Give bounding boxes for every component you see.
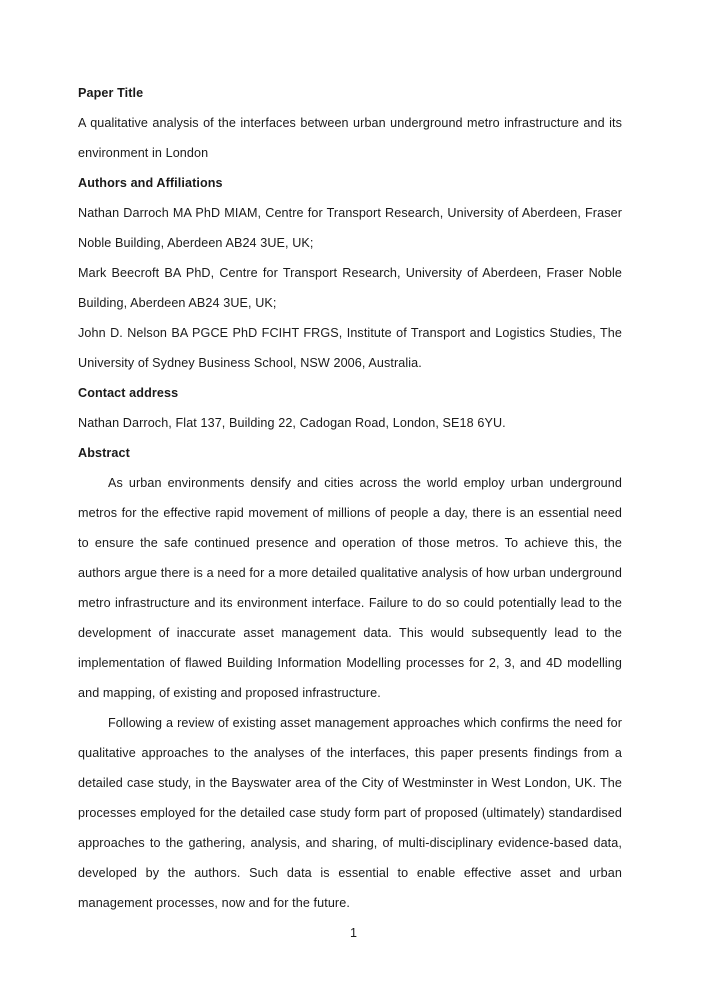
author-affiliation-3: John D. Nelson BA PGCE PhD FCIHT FRGS, Institute of Transport and Logistics Studies, The University of Sydney Business School, NSW 2006, Australia. — [78, 326, 622, 370]
author-affiliation-1: Nathan Darroch MA PhD MIAM, Centre for Transport Research, University of Aberdeen, Fraser Noble Building, Aberdeen AB24 3UE, UK; — [78, 206, 622, 250]
abstract-paragraph-2: Following a review of existing asset management approaches which confirms the need for qualitative approaches to the analyses of the interfaces, this paper presents findings from a detailed case study, in the Bayswater area of the City of Westminster in West London, UK. The processes employed for the detailed case study form part of proposed (ultimately) standardised approaches to the gathering, analysis, and sharing, of multi-disciplinary evidence-based data, developed by the authors. Such data is essential to enable effective asset and urban management processes, now and for the future. — [78, 716, 622, 910]
paper-title-text: A qualitative analysis of the interfaces between urban underground metro infrastructure and its environment in London — [78, 116, 622, 160]
authors-heading: Authors and Affiliations — [78, 176, 223, 190]
page-content — [78, 78, 622, 918]
author-affiliation-2: Mark Beecroft BA PhD, Centre for Transport Research, University of Aberdeen, Fraser Noble Building, Aberdeen AB24 3UE, UK; — [78, 266, 622, 310]
contact-address-text: Nathan Darroch, Flat 137, Building 22, Cadogan Road, London, SE18 6YU. — [78, 416, 506, 430]
paper-title-heading: Paper Title — [78, 86, 144, 100]
abstract-heading: Abstract — [78, 446, 130, 460]
abstract-paragraph-1: As urban environments densify and cities across the world employ urban underground metros for the effective rapid movement of millions of people a day, there is an essential need to ensure the safe continued presence and operation of those metros. To achieve this, the authors argue there is a need for a more detailed qualitative analysis of how urban underground metro infrastructure and its environment interface. Failure to do so could potentially lead to the development of inaccurate asset management data. This would subsequently lead to the implementation of flawed Building Information Modelling processes for 2, 3, and 4D modelling and mapping, of existing and proposed infrastructure. — [78, 476, 622, 700]
page-number: 1 — [349, 926, 357, 940]
contact-address-heading: Contact address — [78, 386, 179, 400]
